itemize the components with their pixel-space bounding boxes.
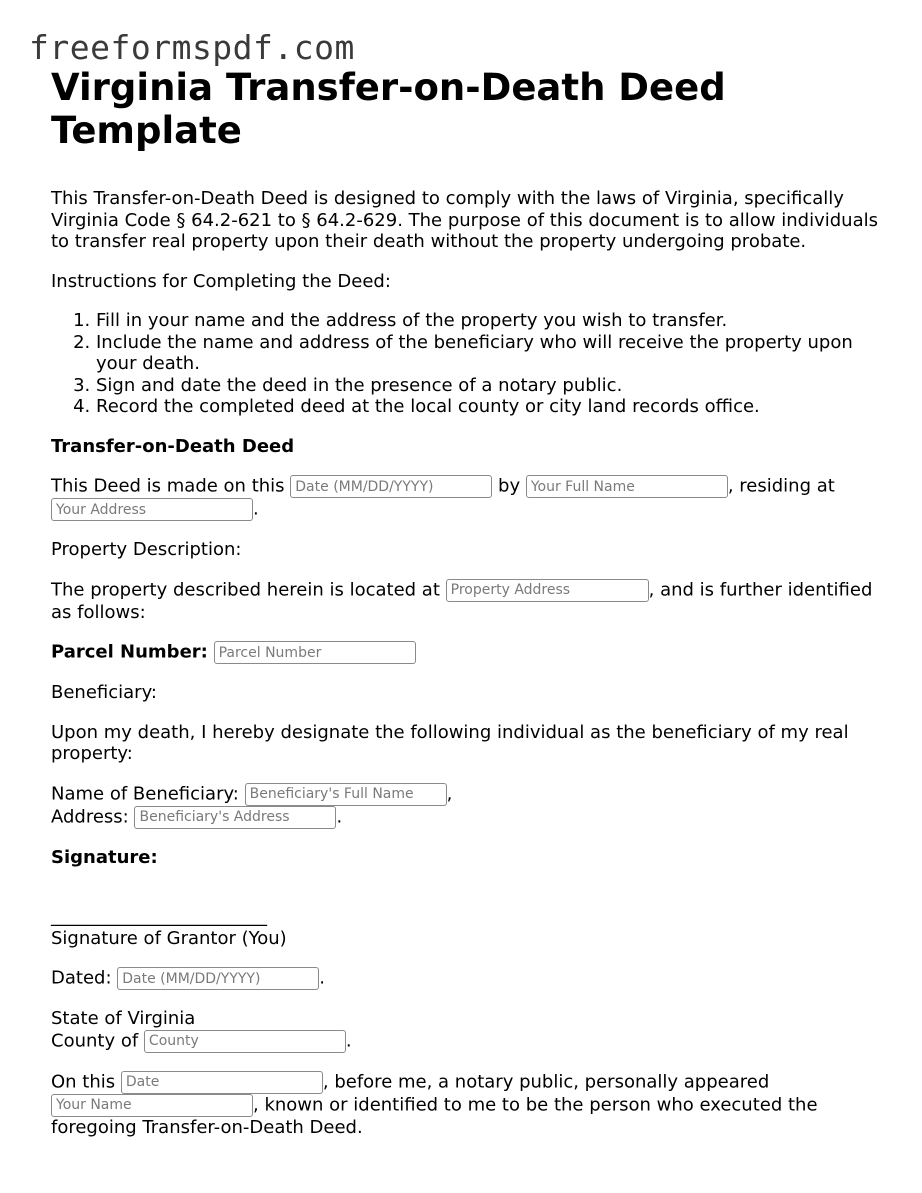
period-text: . <box>345 1030 352 1051</box>
signature-caption: Signature of Grantor (You) <box>51 927 287 949</box>
deed-made-paragraph <box>51 475 881 521</box>
instruction-item: 3. Sign and date the deed in the presence of a notary public. <box>96 375 881 397</box>
watermark-text: freeformspdf.com <box>29 28 355 67</box>
instruction-item: 4. Record the completed deed at the local county or city land records office. <box>96 396 881 418</box>
signature-date-input[interactable] <box>117 967 319 990</box>
instructions-heading: Instructions for Completing the Deed: <box>51 270 391 292</box>
made-on-text: This Deed is made on this <box>51 475 285 497</box>
grantor-address-input[interactable] <box>51 498 253 521</box>
deed-date-input[interactable] <box>290 475 492 498</box>
parcel-paragraph <box>51 641 881 664</box>
document-page <box>51 66 881 1138</box>
parcel-label: Parcel Number: <box>51 641 208 663</box>
instruction-item: 2. Include the name and address of the beneficiary who will receive the property upon your death. <box>96 332 881 375</box>
residing-at-text: , residing at <box>727 475 835 497</box>
intro-paragraph: This Transfer-on-Death Deed is designed to comply with the laws of Virginia, specifically Virginia Code § 64.2-621 to § 64.2-629. The purpose of this document is to allow individuals to transfer real property upon their death without the property undergoing probate. <box>51 188 878 252</box>
beneficiary-name-input[interactable] <box>245 783 447 806</box>
located-prefix-text: The property described herein is located at <box>51 579 440 600</box>
instructions-list <box>51 310 881 418</box>
notary-name-input[interactable] <box>51 1094 253 1117</box>
deed-heading: Transfer-on-Death Deed <box>51 435 295 457</box>
period-text: . <box>253 498 259 520</box>
property-address-input[interactable] <box>446 579 649 602</box>
on-this-text: On this <box>51 1071 116 1092</box>
notary-venue <box>51 1008 881 1053</box>
appeared-text: , before me, a notary public, personally appeared <box>322 1071 770 1092</box>
by-text: by <box>498 475 521 497</box>
beneficiary-address-input[interactable] <box>134 806 336 829</box>
beneficiary-heading: Beneficiary: <box>51 682 157 703</box>
document-title: Virginia Transfer-on-Death Deed Template <box>51 66 726 152</box>
state-text: State of Virginia <box>51 1008 196 1029</box>
period-text: . <box>336 806 343 827</box>
beneficiary-address-label: Address: <box>51 806 129 827</box>
parcel-number-input[interactable] <box>214 641 416 664</box>
dated-paragraph <box>51 967 881 990</box>
county-label: County of <box>51 1030 139 1051</box>
county-input[interactable] <box>144 1030 346 1053</box>
grantor-name-input[interactable] <box>526 475 728 498</box>
known-text: , known or identified to me to be the person who executed the foregoing Transfer-on-Death Deed. <box>51 1094 818 1138</box>
located-suffix-text: , and is further identified as follows: <box>51 579 873 623</box>
instruction-item: 1. Fill in your name and the address of the property you wish to transfer. <box>96 310 881 332</box>
comma-text: , <box>446 783 453 804</box>
notary-acknowledgment <box>51 1071 881 1139</box>
signature-block <box>51 906 881 949</box>
beneficiary-name-label: Name of Beneficiary: <box>51 783 239 804</box>
beneficiary-fields <box>51 783 881 829</box>
notary-date-input[interactable] <box>121 1071 323 1094</box>
property-location-paragraph <box>51 579 881 624</box>
period-text: . <box>319 967 325 989</box>
beneficiary-designation: Upon my death, I hereby designate the following individual as the beneficiary of my real property: <box>51 721 849 764</box>
dated-label: Dated: <box>51 967 112 989</box>
property-heading: Property Description: <box>51 539 242 560</box>
signature-line: ________________________ <box>51 906 267 927</box>
signature-heading: Signature: <box>51 846 158 868</box>
